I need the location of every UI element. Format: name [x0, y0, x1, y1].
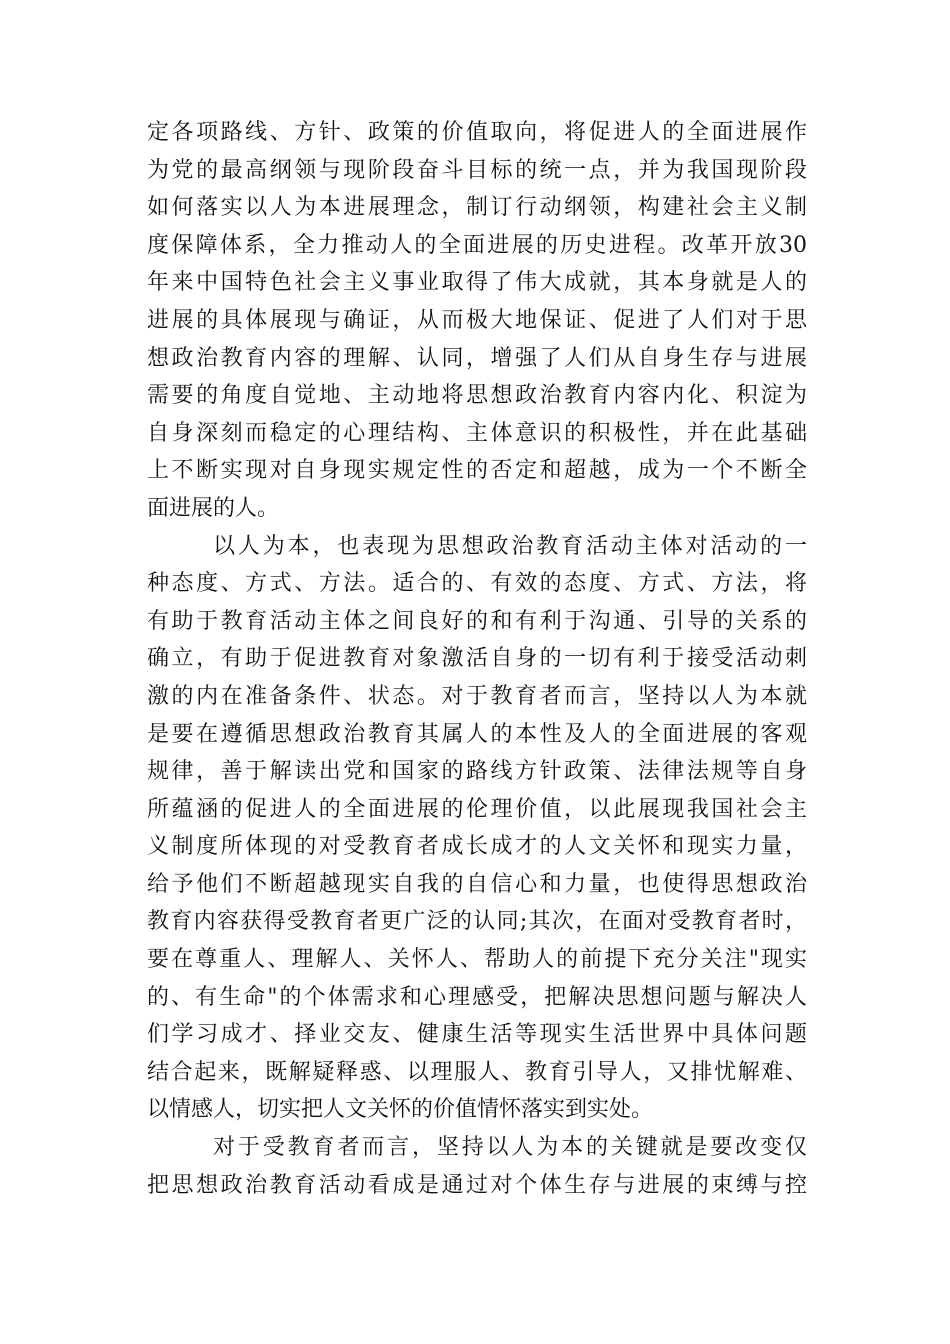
text-line: 上不断实现对自身现实规定性的否定和超越，成为一个不断全 [147, 458, 807, 484]
text-line: 对于受教育者而言，坚持以人为本的关键就是要改变仅 [213, 1135, 807, 1161]
text-line: 如何落实以人为本进展理念，制订行动纲领，构建社会主义制 [147, 195, 807, 221]
text-line: 的、有生命"的个体需求和心理感受，把解决思想问题与解决人 [147, 984, 807, 1010]
text-line: 规律，善于解读出党和国家的路线方针政策、法律法规等自身 [147, 759, 807, 785]
text-line: 种态度、方式、方法。适合的、有效的态度、方式、方法，将 [147, 571, 807, 597]
text-line: 给予他们不断超越现实自我的自信心和力量，也使得思想政治 [147, 871, 807, 897]
text-line: 想政治教育内容的理解、认同，增强了人们从自身生存与进展 [147, 345, 807, 371]
text-line: 需要的角度自觉地、主动地将思想政治教育内容内化、积淀为 [147, 383, 807, 409]
text-line: 教育内容获得受教育者更广泛的认同;其次，在面对受教育者时， [147, 909, 807, 935]
text-line: 要在尊重人、理解人、关怀人、帮助人的前提下充分关注"现实 [147, 947, 807, 973]
text-line: 激的内在准备条件、状态。对于教育者而言，坚持以人为本就 [147, 683, 807, 709]
text-line: 们学习成才、择业交友、健康生活等现实生活世界中具体问题 [147, 1022, 807, 1048]
text-line: 义制度所体现的对受教育者成长成才的人文关怀和现实力量， [147, 834, 807, 860]
text-line: 自身深刻而稳定的心理结构、主体意识的积极性，并在此基础 [147, 420, 807, 446]
paragraph [147, 528, 807, 1130]
text-line: 结合起来，既解疑释惑、以理服人、教育引导人，又排忧解难、 [147, 1059, 807, 1085]
paragraph [147, 1129, 807, 1204]
text-line: 以情感人，切实把人文关怀的价值情怀落实到实处。 [147, 1097, 654, 1123]
text-line: 确立，有助于促进教育对象激活自身的一切有利于接受活动刺 [147, 646, 807, 672]
text-line: 是要在遵循思想政治教育其属人的本性及人的全面进展的客观 [147, 721, 807, 747]
body-text [147, 114, 807, 1204]
text-line: 有助于教育活动主体之间良好的和有利于沟通、引导的关系的 [147, 608, 807, 634]
text-line: 把思想政治教育活动看成是通过对个体生存与进展的束缚与控 [147, 1172, 807, 1198]
text-line: 年来中国特色社会主义事业取得了伟大成就，其本身就是人的 [147, 270, 807, 296]
text-line: 进展的具体展现与确证，从而极大地保证、促进了人们对于思 [147, 307, 807, 333]
text-line: 为党的最高纲领与现阶段奋斗目标的统一点，并为我国现阶段 [147, 157, 807, 183]
text-line: 面进展的人。 [147, 495, 280, 521]
text-line: 以人为本，也表现为思想政治教育活动主体对活动的一 [213, 533, 807, 559]
paragraph [147, 114, 807, 528]
text-line: 定各项路线、方针、政策的价值取向，将促进人的全面进展作 [147, 120, 807, 145]
text-line: 度保障体系，全力推动人的全面进展的历史进程。改革开放30 [147, 232, 807, 258]
text-line: 所蕴涵的促进人的全面进展的伦理价值，以此展现我国社会主 [147, 796, 807, 822]
